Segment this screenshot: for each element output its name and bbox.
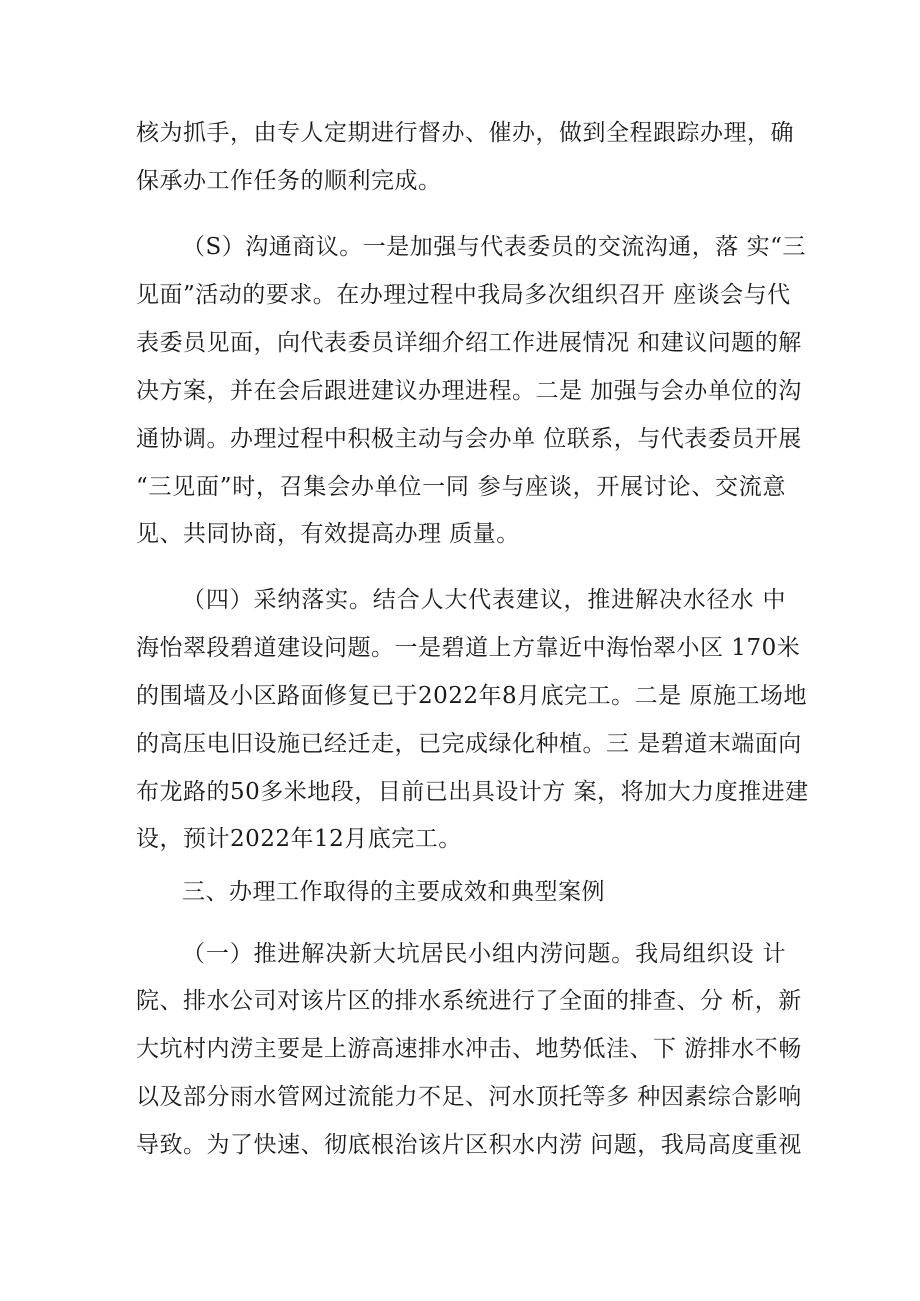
text-line: 通协调。办理过程中积极主动与会办单 位联系，与代表委员开展 <box>136 426 802 452</box>
section-heading: 三、办理工作取得的主要成效和典型案例 <box>182 879 605 905</box>
text-line: 保承办工作任务的顺利完成。 <box>136 168 442 194</box>
text-line: 以及部分雨水管网过流能力不足、河水顶托等多 种因素综合影响 <box>136 1084 802 1110</box>
text-line: 的围墙及小区路面修复已于2022年8月底完工。二是 原施工场地 <box>136 683 807 709</box>
text-line: 院、排水公司对该片区的排水系统进行了全面的排查、分 析，新 <box>136 988 802 1014</box>
text-line: 导致。为了快速、彻底根治该片区积水内涝 问题，我局高度重视 <box>136 1132 802 1158</box>
text-line: （一）推进解决新大坑居民小组内涝问题。我局组织设 计 <box>182 941 786 967</box>
text-line: 核为抓手，由专人定期进行督办、催办，做到全程跟踪办理，确 <box>136 120 794 146</box>
text-line: 布龙路的50多米地段，目前已出具设计方 案，将加大力度推进建 <box>136 779 809 805</box>
text-line: 的高压电旧设施已经迁走，已完成绿化种植。三 是碧道末端面向 <box>136 731 802 757</box>
text-line: 表委员见面，向代表委员详细介绍工作进展情况 和建议问题的解 <box>136 330 802 356</box>
text-line: 见面”活动的要求。在办理过程中我局多次组织召开 座谈会与代 <box>136 282 791 308</box>
text-line: （四）采纳落实。结合人大代表建议，推进解决水径水 中 <box>182 587 786 613</box>
text-line: 决方案，并在会后跟进建议办理进程。二是 加强与会办单位的沟 <box>136 378 802 404</box>
text-line: 设，预计2022年12月底完工。 <box>136 826 462 852</box>
text-line: 大坑村内涝主要是上游高速排水冲击、地势低洼、下 游排水不畅 <box>136 1036 802 1062</box>
text-line: （S）沟通商议。一是加强与代表委员的交流沟通，落 实“三 <box>182 234 806 260</box>
text-line: 海怡翠段碧道建设问题。一是碧道上方靠近中海怡翠小区 170米 <box>136 635 801 661</box>
text-line: “三见面”时，召集会办单位一同 参与座谈，开展讨论、交流意 <box>136 474 786 500</box>
text-line: 见、共同协商，有效提高办理 质量。 <box>136 521 520 547</box>
